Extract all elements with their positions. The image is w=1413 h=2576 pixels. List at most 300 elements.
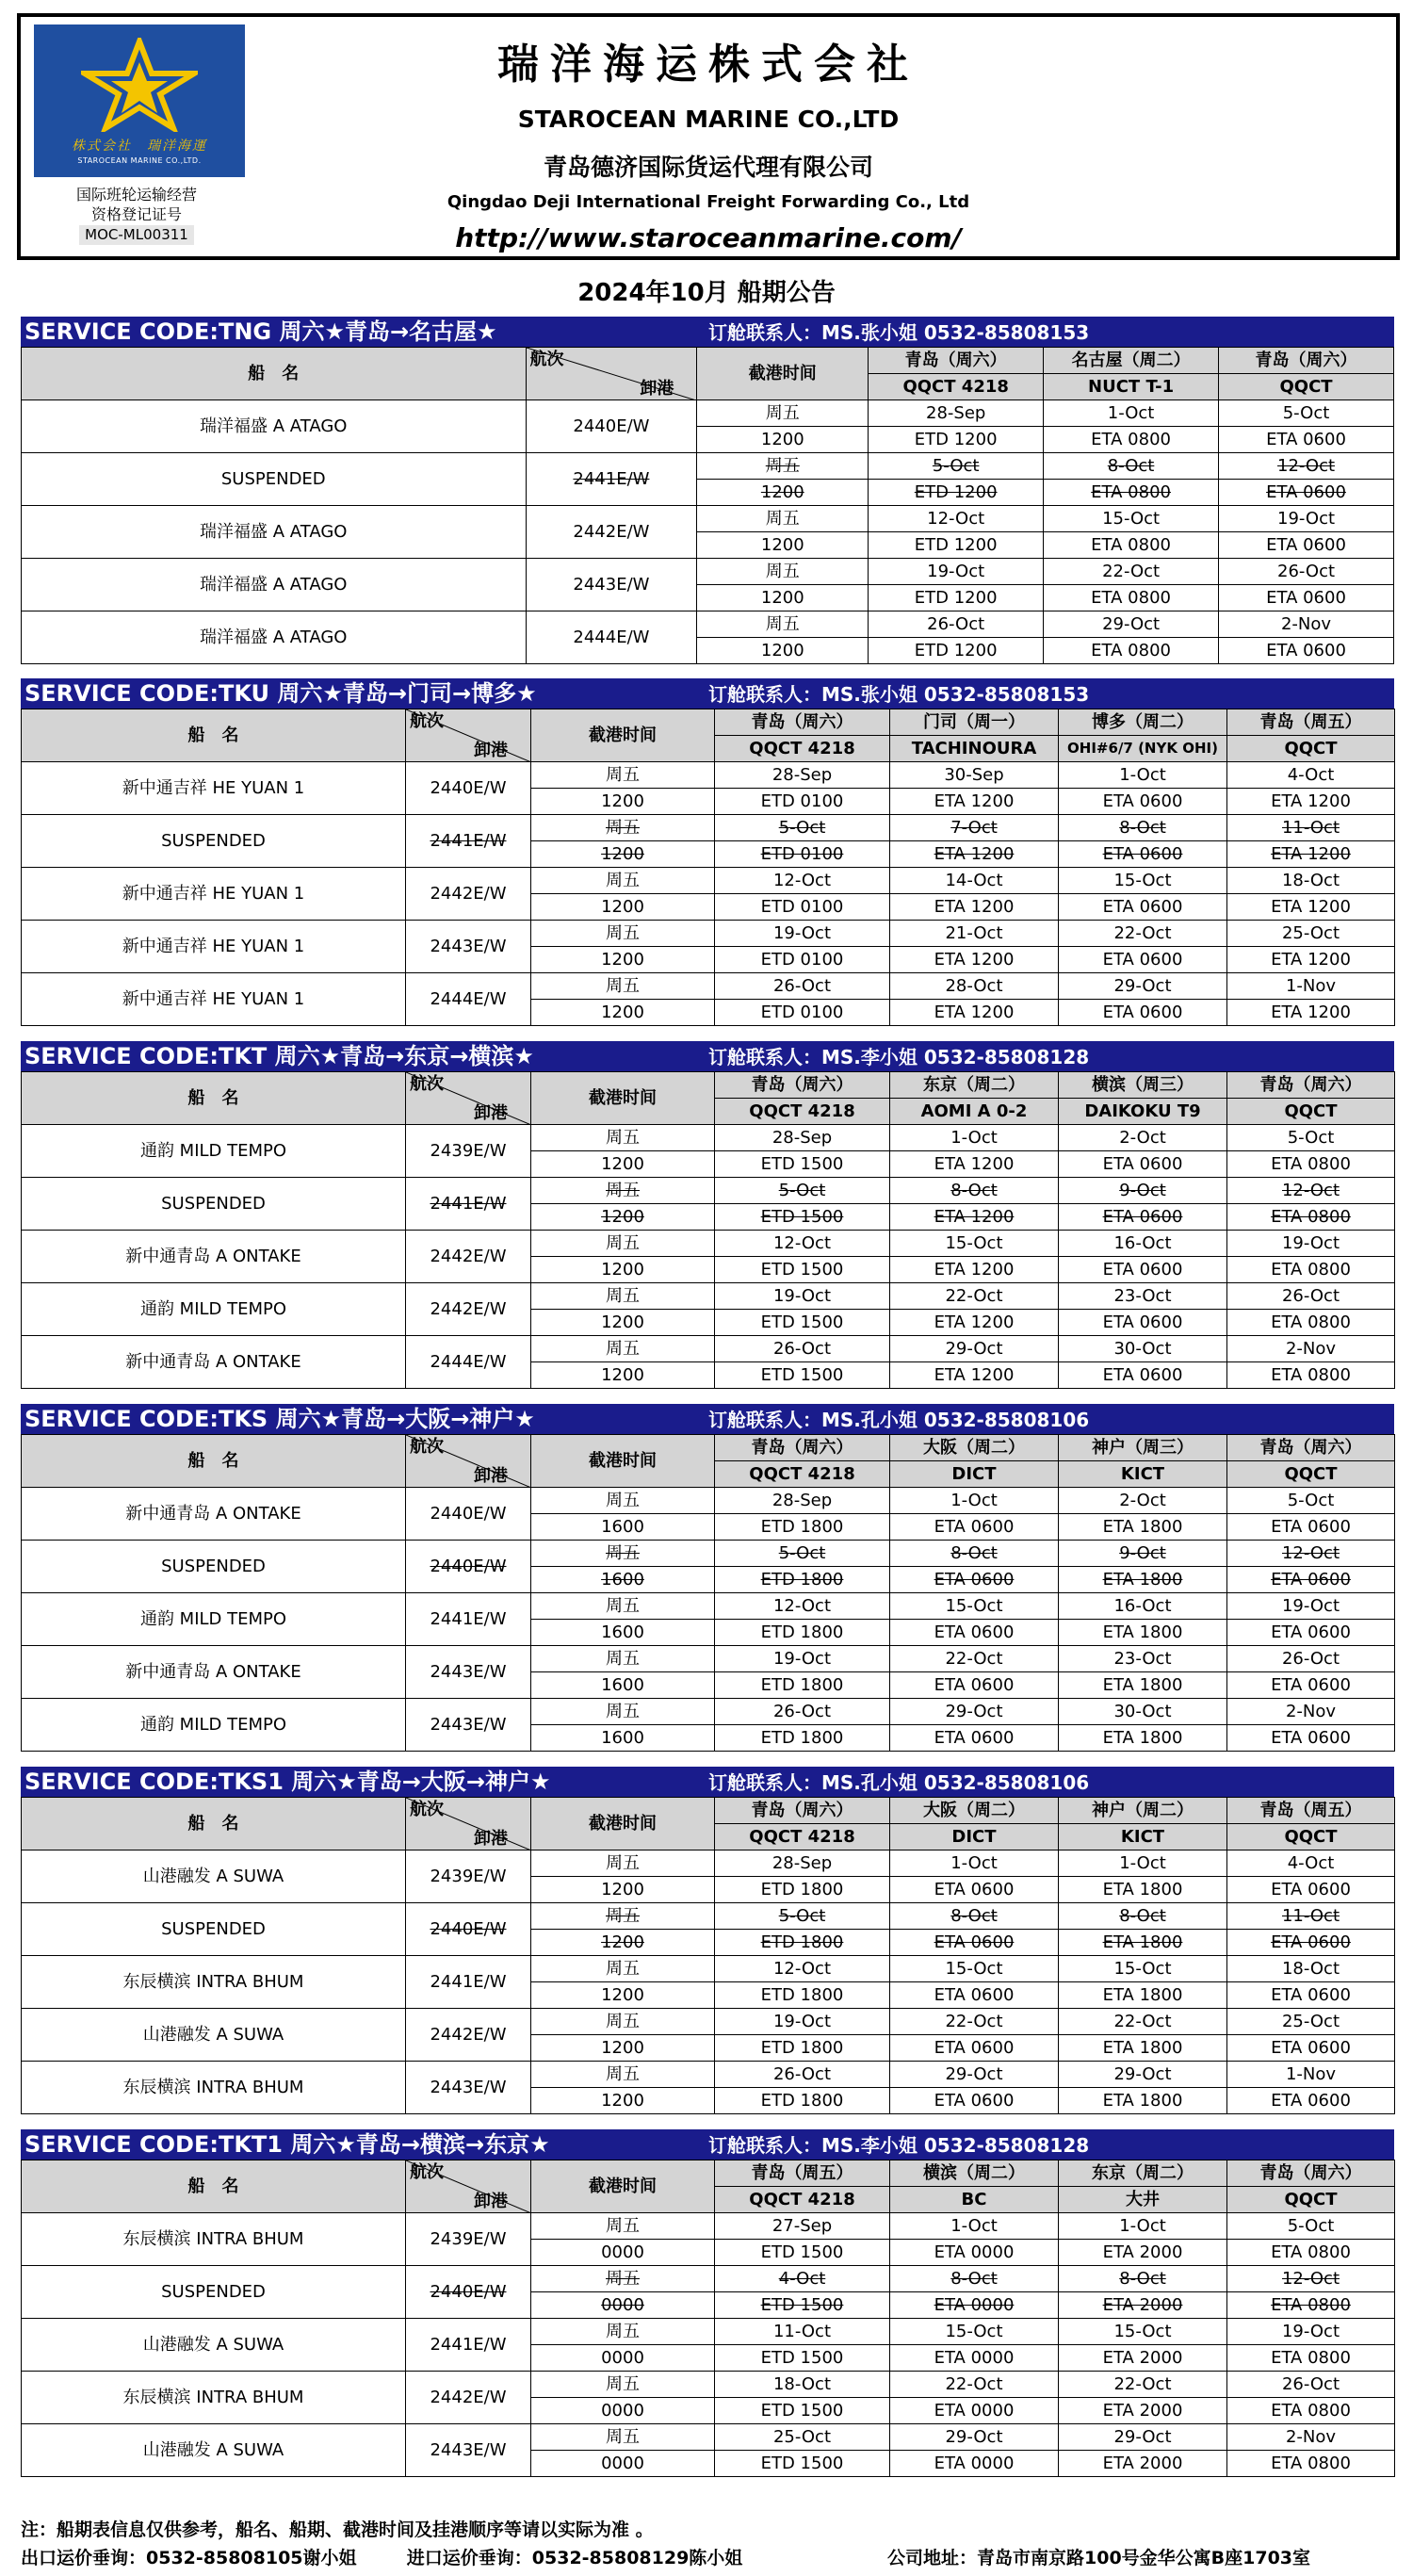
port-date: 8-Oct [890, 1541, 1059, 1567]
table-row [22, 1125, 1395, 1151]
cutoff-time: 1200 [531, 1151, 715, 1178]
vessel-header: 船 名 [22, 1798, 406, 1850]
port-eta-etd: ETA 0000 [890, 2398, 1059, 2424]
vessel-name: SUSPENDED [22, 1178, 406, 1231]
port-date: 29-Oct [1059, 973, 1227, 1000]
table-row [22, 2266, 1395, 2292]
port-date: 15-Oct [1059, 2319, 1227, 2345]
port-date: 19-Oct [1227, 1231, 1395, 1257]
cutoff-day: 周五 [531, 1699, 715, 1725]
port-eta-etd: ETA 0600 [1227, 1567, 1395, 1593]
cutoff-time: 1200 [531, 1362, 715, 1389]
port-eta-etd: ETA 0600 [890, 1672, 1059, 1699]
service-code: SERVICE CODE:TKS 周六★青岛→大阪→神户★ [24, 1406, 535, 1432]
port-eta-etd: ETD 1800 [715, 1567, 890, 1593]
port-name: 横滨（周二） [890, 2160, 1059, 2187]
port-name: 青岛（周六） [1227, 2160, 1395, 2187]
port-eta-etd: ETA 1200 [890, 789, 1059, 815]
port-eta-etd: ETD 1200 [869, 427, 1044, 453]
port-date: 2-Nov [1227, 2424, 1395, 2451]
port-eta-etd: ETA 0600 [1059, 1310, 1227, 1336]
vessel-name: 新中通吉祥 HE YUAN 1 [22, 973, 406, 1026]
cutoff-header: 截港时间 [697, 348, 869, 400]
port-date: 2-Nov [1227, 1699, 1395, 1725]
voyage-number: 2440E/W [406, 2266, 531, 2319]
port-eta-etd: ETA 1800 [1059, 1877, 1227, 1903]
port-eta-etd: ETA 0600 [890, 2035, 1059, 2062]
cutoff-time: 1200 [531, 2035, 715, 2062]
port-eta-etd: ETA 0000 [890, 2345, 1059, 2372]
port-name: 东京（周二） [1059, 2160, 1227, 2187]
terminal-name: QQCT 4218 [715, 1461, 890, 1488]
voyage-label: 航次 [529, 350, 564, 369]
port-date: 1-Oct [1059, 2213, 1227, 2240]
port-eta-etd: ETD 0100 [715, 1000, 890, 1026]
port-eta-etd: ETA 0600 [1219, 585, 1394, 611]
port-name: 东京（周二） [890, 1072, 1059, 1099]
port-date: 29-Oct [890, 1699, 1059, 1725]
cutoff-day: 周五 [531, 2213, 715, 2240]
cutoff-time: 1200 [697, 427, 869, 453]
port-eta-etd: ETA 1200 [890, 947, 1059, 973]
port-eta-etd: ETD 1500 [715, 2398, 890, 2424]
cutoff-time: 1200 [531, 1877, 715, 1903]
table-row [22, 2424, 1395, 2451]
voyage-number: 2442E/W [406, 2009, 531, 2062]
discharge-label: 卸港 [474, 1466, 508, 1486]
service-code: SERVICE CODE:TKT 周六★青岛→东京→横滨★ [24, 1043, 534, 1069]
voyage-number: 2440E/W [526, 400, 697, 453]
port-date: 12-Oct [1219, 453, 1394, 480]
discharge-label: 卸港 [640, 379, 674, 399]
port-eta-etd: ETA 0800 [1227, 2240, 1395, 2266]
vessel-name: 瑞洋福盛 A ATAGO [22, 611, 527, 664]
port-date: 15-Oct [890, 1593, 1059, 1620]
schedule-table [21, 1071, 1395, 1389]
terminal-name: KICT [1059, 1824, 1227, 1850]
port-eta-etd: ETD 1800 [715, 2088, 890, 2114]
vessel-header: 船 名 [22, 2160, 406, 2213]
port-date: 5-Oct [715, 1903, 890, 1930]
port-eta-etd: ETA 0600 [1227, 1514, 1395, 1541]
voyage-number: 2443E/W [406, 1699, 531, 1752]
port-eta-etd: ETA 0600 [1059, 789, 1227, 815]
vessel-name: 东辰横滨 INTRA BHUM [22, 2372, 406, 2424]
vessel-name: 山港融发 A SUWA [22, 2009, 406, 2062]
port-date: 11-Oct [1227, 815, 1395, 841]
port-eta-etd: ETD 1800 [715, 1514, 890, 1541]
port-date: 27-Sep [715, 2213, 890, 2240]
cutoff-time: 1200 [697, 638, 869, 664]
port-eta-etd: ETA 0800 [1227, 1257, 1395, 1283]
terminal-name: QQCT 4218 [715, 1099, 890, 1125]
port-eta-etd: ETA 1200 [890, 1257, 1059, 1283]
port-date: 18-Oct [715, 2372, 890, 2398]
logo-text-cn: 株式会社 瑞洋海運 [72, 139, 207, 154]
port-date: 2-Oct [1059, 1125, 1227, 1151]
table-row [22, 2372, 1395, 2398]
port-eta-etd: ETA 0800 [1227, 2451, 1395, 2477]
port-name: 青岛（周六） [869, 348, 1044, 374]
voyage-number: 2442E/W [406, 868, 531, 921]
table-row [22, 1336, 1395, 1362]
service-block [21, 1041, 1394, 1389]
port-date: 15-Oct [890, 2319, 1059, 2345]
port-name: 青岛（周六） [715, 1798, 890, 1824]
voyage-number: 2439E/W [406, 2213, 531, 2266]
license-line1: 国际班轮运输经营 [75, 186, 197, 204]
footer [21, 2516, 1396, 2572]
voyage-number: 2444E/W [406, 973, 531, 1026]
port-date: 5-Oct [715, 1541, 890, 1567]
port-eta-etd: ETA 0600 [1059, 1362, 1227, 1389]
vessel-header: 船 名 [22, 348, 527, 400]
port-eta-etd: ETA 1800 [1059, 1567, 1227, 1593]
vessel-name: SUSPENDED [22, 2266, 406, 2319]
port-eta-etd: ETA 0000 [890, 2292, 1059, 2319]
vessel-name: SUSPENDED [22, 453, 527, 506]
cutoff-time: 1200 [531, 841, 715, 868]
voyage-number: 2441E/W [406, 1956, 531, 2009]
vessel-name: 瑞洋福盛 A ATAGO [22, 559, 527, 611]
port-eta-etd: ETA 0000 [890, 2240, 1059, 2266]
port-eta-etd: ETA 0600 [1227, 2088, 1395, 2114]
port-eta-etd: ETA 0800 [1227, 2292, 1395, 2319]
cutoff-time: 0000 [531, 2345, 715, 2372]
cutoff-time: 1200 [697, 480, 869, 506]
service-code: SERVICE CODE:TNG 周六★青岛→名古屋★ [24, 318, 497, 345]
port-eta-etd: ETA 0600 [1059, 1257, 1227, 1283]
port-eta-etd: ETD 1800 [715, 1877, 890, 1903]
port-date: 12-Oct [1227, 1541, 1395, 1567]
port-date: 5-Oct [1227, 2213, 1395, 2240]
port-eta-etd: ETD 0100 [715, 841, 890, 868]
terminal-name: DICT [890, 1461, 1059, 1488]
vessel-name: 东辰横滨 INTRA BHUM [22, 2213, 406, 2266]
port-date: 28-Sep [715, 1850, 890, 1877]
port-date: 26-Oct [715, 973, 890, 1000]
port-eta-etd: ETD 1800 [715, 1982, 890, 2009]
port-date: 12-Oct [715, 868, 890, 894]
table-row [22, 1903, 1395, 1930]
cutoff-day: 周五 [531, 921, 715, 947]
table-row [22, 815, 1395, 841]
port-date: 26-Oct [1227, 1646, 1395, 1672]
booking-contact: 订舱联系人：MS.张小姐 0532-85808153 [708, 683, 1090, 706]
port-name: 青岛（周五） [1227, 709, 1395, 736]
discharge-label: 卸港 [474, 1829, 508, 1849]
port-date: 4-Oct [715, 2266, 890, 2292]
port-name: 大阪（周二） [890, 1798, 1059, 1824]
port-date: 1-Oct [1059, 762, 1227, 789]
vessel-name: 瑞洋福盛 A ATAGO [22, 506, 527, 559]
voyage-number: 2441E/W [406, 1178, 531, 1231]
table-row [22, 2319, 1395, 2345]
company-header [17, 13, 1400, 260]
voyage-number: 2444E/W [406, 1336, 531, 1389]
port-date: 5-Oct [715, 815, 890, 841]
terminal-name: QQCT [1227, 1461, 1395, 1488]
voyage-label: 航次 [410, 2162, 444, 2182]
cutoff-time: 1600 [531, 1620, 715, 1646]
port-date: 9-Oct [1059, 1178, 1227, 1204]
service-code: SERVICE CODE:TKS1 周六★青岛→大阪→神户★ [24, 1769, 551, 1795]
voyage-number: 2441E/W [406, 1593, 531, 1646]
port-eta-etd: ETA 1800 [1059, 2088, 1227, 2114]
port-date: 22-Oct [890, 1283, 1059, 1310]
service-block [21, 1767, 1394, 2114]
port-date: 22-Oct [890, 1646, 1059, 1672]
website-link[interactable]: http://www.staroceanmarine.com/ [455, 222, 962, 253]
voyage-number: 2442E/W [406, 1231, 531, 1283]
voyage-label: 航次 [410, 1437, 444, 1457]
port-eta-etd: ETA 0600 [1227, 1672, 1395, 1699]
service-block [21, 2129, 1394, 2477]
voyage-label: 航次 [410, 1800, 444, 1819]
port-eta-etd: ETA 0800 [1044, 427, 1219, 453]
cutoff-time: 1200 [531, 1000, 715, 1026]
port-eta-etd: ETA 2000 [1059, 2398, 1227, 2424]
table-row [22, 1488, 1395, 1514]
port-eta-etd: ETA 1200 [1227, 789, 1395, 815]
port-eta-etd: ETA 0800 [1044, 532, 1219, 559]
cutoff-day: 周五 [531, 1593, 715, 1620]
terminal-name: QQCT [1219, 374, 1394, 400]
port-eta-etd: ETA 0800 [1044, 638, 1219, 664]
cutoff-header: 截港时间 [531, 1435, 715, 1488]
port-eta-etd: ETA 1200 [890, 1000, 1059, 1026]
port-eta-etd: ETA 1200 [890, 1362, 1059, 1389]
port-name: 横滨（周三） [1059, 1072, 1227, 1099]
cutoff-time: 1600 [531, 1725, 715, 1752]
vessel-name: SUSPENDED [22, 815, 406, 868]
port-date: 2-Nov [1219, 611, 1394, 638]
table-row [22, 1178, 1395, 1204]
schedule-table [21, 709, 1395, 1026]
voyage-number: 2440E/W [406, 1903, 531, 1956]
port-eta-etd: ETA 0800 [1227, 2345, 1395, 2372]
port-eta-etd: ETA 0800 [1227, 2398, 1395, 2424]
cutoff-day: 周五 [531, 762, 715, 789]
port-date: 26-Oct [1219, 559, 1394, 585]
service-header [21, 678, 1394, 709]
port-date: 26-Oct [1227, 2372, 1395, 2398]
port-date: 30-Oct [1059, 1336, 1227, 1362]
port-date: 1-Oct [1044, 400, 1219, 427]
port-eta-etd: ETA 2000 [1059, 2240, 1227, 2266]
terminal-name: BC [890, 2187, 1059, 2213]
table-row [22, 453, 1394, 480]
service-header [21, 1767, 1394, 1797]
cutoff-time: 1200 [531, 1982, 715, 2009]
port-eta-etd: ETA 1800 [1059, 1930, 1227, 1956]
port-name: 青岛（周六） [715, 709, 890, 736]
port-name: 青岛（周六） [715, 1435, 890, 1461]
cutoff-time: 1600 [531, 1514, 715, 1541]
voyage-header [406, 1798, 531, 1850]
port-date: 25-Oct [1227, 921, 1395, 947]
voyage-number: 2442E/W [406, 1283, 531, 1336]
voyage-number: 2439E/W [406, 1125, 531, 1178]
port-eta-etd: ETD 0100 [715, 894, 890, 921]
vessel-name: 新中通吉祥 HE YUAN 1 [22, 868, 406, 921]
cutoff-time: 1600 [531, 1567, 715, 1593]
logo-text-en: STAROCEAN MARINE CO.,LTD. [77, 156, 202, 165]
port-eta-etd: ETA 0600 [1059, 894, 1227, 921]
port-eta-etd: ETD 1500 [715, 1362, 890, 1389]
port-date: 1-Oct [890, 2213, 1059, 2240]
port-eta-etd: ETA 1200 [1227, 1000, 1395, 1026]
company-name-cn: 瑞洋海运株式会社 [497, 41, 919, 89]
cutoff-time: 1200 [697, 532, 869, 559]
vessel-header: 船 名 [22, 1072, 406, 1125]
terminal-name: QQCT [1227, 1099, 1395, 1125]
port-date: 11-Oct [1227, 1903, 1395, 1930]
port-date: 8-Oct [890, 2266, 1059, 2292]
booking-contact: 订舱联系人：MS.李小姐 0532-85808128 [708, 2134, 1090, 2157]
cutoff-time: 1600 [531, 1672, 715, 1699]
port-date: 22-Oct [890, 2372, 1059, 2398]
port-eta-etd: ETD 1800 [715, 1725, 890, 1752]
vessel-header: 船 名 [22, 1435, 406, 1488]
voyage-number: 2444E/W [526, 611, 697, 664]
port-eta-etd: ETA 0600 [890, 2088, 1059, 2114]
table-row [22, 1699, 1395, 1725]
cutoff-time: 0000 [531, 2451, 715, 2477]
port-date: 30-Oct [1059, 1699, 1227, 1725]
cutoff-header: 截港时间 [531, 709, 715, 762]
port-date: 15-Oct [1059, 868, 1227, 894]
port-eta-etd: ETA 0000 [890, 2451, 1059, 2477]
vessel-name: SUSPENDED [22, 1541, 406, 1593]
cutoff-day: 周五 [531, 2062, 715, 2088]
port-date: 1-Nov [1227, 973, 1395, 1000]
terminal-name: QQCT 4218 [869, 374, 1044, 400]
port-eta-etd: ETD 1500 [715, 1257, 890, 1283]
port-date: 12-Oct [715, 1593, 890, 1620]
table-row [22, 1850, 1395, 1877]
port-date: 5-Oct [715, 1178, 890, 1204]
service-block [21, 1404, 1394, 1752]
cutoff-day: 周五 [531, 1231, 715, 1257]
vessel-name: 瑞洋福盛 A ATAGO [22, 400, 527, 453]
terminal-name: AOMI A 0-2 [890, 1099, 1059, 1125]
port-date: 28-Sep [715, 762, 890, 789]
license-code: MOC-ML00311 [79, 225, 194, 245]
schedule-table [21, 1797, 1395, 2114]
port-date: 25-Oct [715, 2424, 890, 2451]
port-date: 12-Oct [869, 506, 1044, 532]
port-date: 12-Oct [715, 1956, 890, 1982]
voyage-number: 2442E/W [406, 2372, 531, 2424]
cutoff-day: 周五 [531, 1283, 715, 1310]
table-row [22, 973, 1395, 1000]
port-date: 28-Oct [890, 973, 1059, 1000]
port-date: 19-Oct [715, 1646, 890, 1672]
port-name: 青岛（周五） [715, 2160, 890, 2187]
vessel-name: 新中通青岛 A ONTAKE [22, 1231, 406, 1283]
port-date: 19-Oct [1227, 1593, 1395, 1620]
cutoff-header: 截港时间 [531, 1798, 715, 1850]
port-date: 15-Oct [1059, 1956, 1227, 1982]
port-date: 28-Sep [715, 1488, 890, 1514]
port-date: 11-Oct [715, 2319, 890, 2345]
voyage-header [406, 709, 531, 762]
cutoff-day: 周五 [531, 1178, 715, 1204]
port-date: 7-Oct [890, 815, 1059, 841]
voyage-label: 航次 [410, 711, 444, 731]
port-date: 8-Oct [1044, 453, 1219, 480]
port-eta-etd: ETA 1800 [1059, 1672, 1227, 1699]
port-date: 26-Oct [869, 611, 1044, 638]
cutoff-time: 0000 [531, 2398, 715, 2424]
booking-contact: 订舱联系人：MS.孔小姐 0532-85808106 [708, 1771, 1090, 1794]
port-eta-etd: ETA 0600 [1227, 1877, 1395, 1903]
port-eta-etd: ETD 1200 [869, 585, 1044, 611]
vessel-name: 通韵 MILD TEMPO [22, 1283, 406, 1336]
port-date: 30-Sep [890, 762, 1059, 789]
port-eta-etd: ETA 0600 [1059, 1000, 1227, 1026]
booking-contact: 订舱联系人：MS.张小姐 0532-85808153 [708, 321, 1090, 344]
voyage-number: 2443E/W [406, 1646, 531, 1699]
terminal-name: NUCT T-1 [1044, 374, 1219, 400]
port-name: 名古屋（周二） [1044, 348, 1219, 374]
cutoff-day: 周五 [697, 400, 869, 427]
booking-contact: 订舱联系人：MS.李小姐 0532-85808128 [708, 1046, 1090, 1068]
terminal-name: QQCT 4218 [715, 1824, 890, 1850]
port-eta-etd: ETA 0600 [1059, 1204, 1227, 1231]
vessel-name: 山港融发 A SUWA [22, 2319, 406, 2372]
port-date: 8-Oct [890, 1178, 1059, 1204]
port-eta-etd: ETA 0600 [1227, 1982, 1395, 2009]
voyage-number: 2443E/W [406, 2424, 531, 2477]
port-name: 大阪（周二） [890, 1435, 1059, 1461]
cutoff-time: 1200 [531, 1930, 715, 1956]
port-date: 14-Oct [890, 868, 1059, 894]
vessel-name: 新中通吉祥 HE YUAN 1 [22, 762, 406, 815]
table-row [22, 868, 1395, 894]
cutoff-day: 周五 [531, 1336, 715, 1362]
voyage-number: 2442E/W [526, 506, 697, 559]
port-date: 22-Oct [1059, 2009, 1227, 2035]
vessel-name: 东辰横滨 INTRA BHUM [22, 1956, 406, 2009]
vessel-name: 东辰横滨 INTRA BHUM [22, 2062, 406, 2114]
cutoff-day: 周五 [697, 506, 869, 532]
port-date: 29-Oct [1059, 2424, 1227, 2451]
cutoff-time: 1200 [531, 947, 715, 973]
port-name: 门司（周一） [890, 709, 1059, 736]
cutoff-day: 周五 [531, 1125, 715, 1151]
export-contact: 出口运价垂询：0532-85808105谢小姐 [21, 2548, 357, 2568]
table-row [22, 1541, 1395, 1567]
port-eta-etd: ETA 2000 [1059, 2451, 1227, 2477]
port-date: 1-Oct [890, 1488, 1059, 1514]
port-date: 5-Oct [1219, 400, 1394, 427]
port-date: 15-Oct [890, 1956, 1059, 1982]
terminal-name: DICT [890, 1824, 1059, 1850]
port-eta-etd: ETA 0800 [1227, 1362, 1395, 1389]
service-header [21, 1041, 1394, 1071]
port-eta-etd: ETD 1500 [715, 2451, 890, 2477]
port-eta-etd: ETA 0800 [1044, 585, 1219, 611]
port-date: 1-Oct [890, 1125, 1059, 1151]
schedule-table [21, 347, 1394, 664]
vessel-name: 通韵 MILD TEMPO [22, 1699, 406, 1752]
port-date: 19-Oct [1227, 2319, 1395, 2345]
voyage-number: 2440E/W [406, 1488, 531, 1541]
cutoff-day: 周五 [697, 611, 869, 638]
cutoff-time: 1200 [697, 585, 869, 611]
